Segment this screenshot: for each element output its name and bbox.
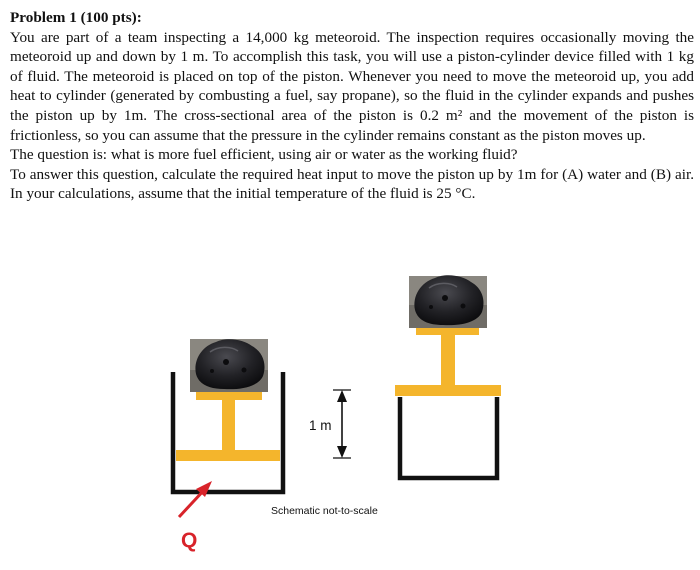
cylinder-raised — [395, 275, 501, 478]
meteoroid-image-initial — [190, 339, 268, 392]
displacement-label: 1 m — [309, 418, 332, 433]
cylinder-wall-right — [400, 397, 497, 478]
piston-head-initial — [176, 450, 280, 461]
heat-input-arrow — [179, 481, 212, 517]
displacement-indicator — [333, 390, 351, 458]
heat-label-q: Q — [181, 529, 198, 552]
problem-paragraph-2: The question is: what is more fuel efficient, using air or water as the working fluid? — [10, 146, 518, 164]
meteoroid-image-raised — [409, 275, 487, 328]
problem-heading: Problem 1 (100 pts): — [10, 9, 142, 26]
problem-paragraph-1: You are part of a team inspecting a 14,000 kg meteoroid. The inspection requires occasionally moving the meteoroid up and down by 1 m. To accomplish this task, you will use a piston-cylinder device filled with 1 kg of fluid. The meteoroid is placed on top of the piston. Whenever you need to move the meteoroid up, you add heat to cylinder (generated by combusting a fuel, say propane), so the fluid in the cylinder expands and pushes the piston up by 1m. The cross-sectional area of the piston is 0.2 m² and the movement of the piston is frictionless, so you can assume that the pressure in the cylinder remains constant as the piston moves up. — [10, 28, 694, 144]
piston-rod-initial — [222, 398, 235, 451]
piston-rod-raised — [441, 334, 455, 386]
piston-head-raised — [395, 385, 501, 396]
problem-paragraph-3: To answer this question, calculate the required heat input to move the piston up by 1m for (A) water and (B) air. In your calculations, assume that the initial temperature of the fluid is 25 °C. — [10, 165, 694, 203]
figure-caption: Schematic not-to-scale — [271, 505, 378, 517]
cylinder-initial — [173, 339, 283, 492]
platform-initial — [196, 391, 262, 400]
